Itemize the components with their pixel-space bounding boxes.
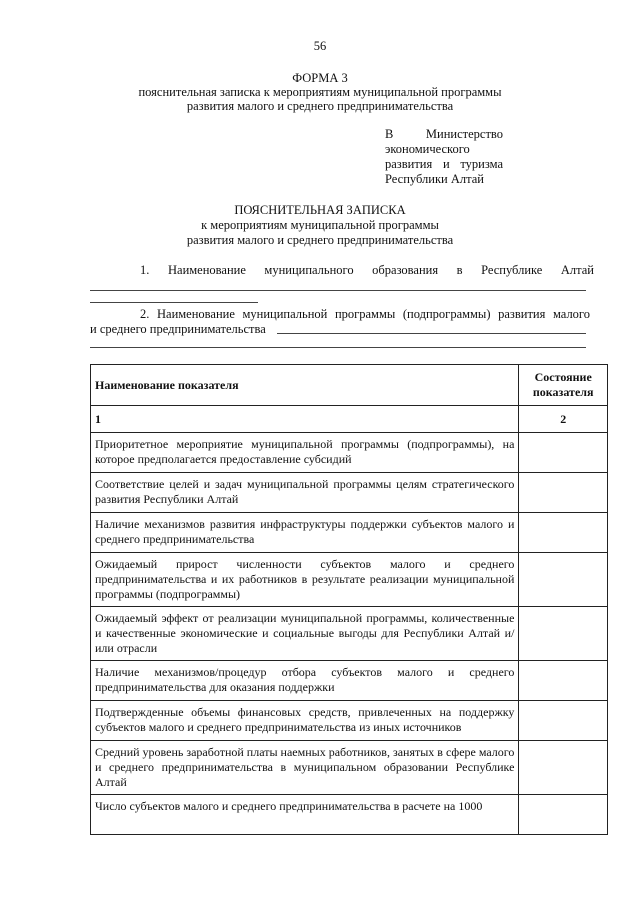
table-row bbox=[91, 661, 608, 701]
addressee-line3-word2: и bbox=[442, 157, 450, 171]
indicator-value[interactable] bbox=[519, 433, 608, 473]
indicator-name: Число субъектов малого и среднего предпринимательства в расчете на 1000 bbox=[91, 795, 519, 835]
addressee-line2: экономического bbox=[385, 142, 470, 156]
page-number: 56 bbox=[313, 39, 327, 53]
table-numbering-row bbox=[91, 406, 608, 433]
numbering-col1: 1 bbox=[91, 406, 519, 433]
addressee-line3-word3: туризма bbox=[460, 157, 503, 171]
addressee-prefix: В bbox=[385, 127, 394, 141]
indicator-name: Ожидаемый прирост численности субъектов малого и среднего предпринимательства и их работников в результате реализации муниципальной программы (подпрограммы) bbox=[91, 553, 519, 607]
indicator-name: Подтвержденные объемы финансовых средств, привлеченных на поддержку субъектов малого и среднего предпринимательства из иных источников bbox=[91, 701, 519, 741]
indicator-name: Средний уровень заработной платы наемных работников, занятых в сфере малого и среднего предпринимательства в муниципальном образовании Республике Алтай bbox=[91, 741, 519, 795]
table-header-row bbox=[91, 365, 608, 406]
header-indicator-name: Наименование показателя bbox=[91, 365, 519, 406]
item1-text: Наименование муниципального образования в Республике Алтай bbox=[168, 263, 594, 277]
table-row bbox=[91, 795, 608, 835]
numbering-col2: 2 bbox=[519, 406, 608, 433]
indicator-name: Наличие механизмов/процедур отбора субъектов малого и среднего предпринимательства для оказания поддержки bbox=[91, 661, 519, 701]
table-row bbox=[91, 701, 608, 741]
table-row bbox=[91, 553, 608, 607]
indicator-value[interactable] bbox=[519, 701, 608, 741]
heading-line3: развития малого и среднего предпринимательства bbox=[186, 233, 454, 247]
item2-fill-line-2[interactable] bbox=[90, 347, 586, 348]
table-row bbox=[91, 473, 608, 513]
indicator-value[interactable] bbox=[519, 553, 608, 607]
item2-line1: 2. Наименование муниципальной программы (подпрограммы) развития малого bbox=[140, 307, 590, 321]
item1-fill-line[interactable] bbox=[90, 290, 586, 291]
addressee-line3-word1: развития bbox=[385, 157, 433, 171]
form-subtitle-line1: пояснительная записка к мероприятиям муниципальной программы bbox=[138, 85, 502, 99]
table-row bbox=[91, 741, 608, 795]
indicator-value[interactable] bbox=[519, 741, 608, 795]
indicators-table bbox=[90, 364, 608, 835]
indicator-value[interactable] bbox=[519, 661, 608, 701]
document-heading: ПОЯСНИТЕЛЬНАЯ ЗАПИСКА bbox=[234, 203, 406, 217]
form-title: ФОРМА 3 bbox=[292, 71, 348, 85]
addressee-ministry: Министерство bbox=[425, 127, 503, 141]
indicator-value[interactable] bbox=[519, 473, 608, 513]
indicator-name: Приоритетное мероприятие муниципальной программы (подпрограммы), на которое предполагается предоставление субсидий bbox=[91, 433, 519, 473]
indicator-value[interactable] bbox=[519, 607, 608, 661]
indicator-name: Наличие механизмов развития инфраструктуры поддержки субъектов малого и среднего предпринимательства bbox=[91, 513, 519, 553]
addressee-line4: Республики Алтай bbox=[385, 172, 484, 186]
heading-line2: к мероприятиям муниципальной программы bbox=[201, 218, 439, 232]
indicator-name: Ожидаемый эффект от реализации муниципальной программы, количественные и качественные экономические и социальные выгоды для Республики Алтай и/или отрасли bbox=[91, 607, 519, 661]
item1-row bbox=[140, 262, 594, 278]
indicator-name: Соответствие целей и задач муниципальной программы целям стратегического развития Республики Алтай bbox=[91, 473, 519, 513]
table-row bbox=[91, 607, 608, 661]
item2-fill-line[interactable] bbox=[277, 333, 586, 334]
table-row bbox=[91, 513, 608, 553]
form-subtitle-line2: развития малого и среднего предпринимательства bbox=[186, 99, 454, 113]
indicator-value[interactable] bbox=[519, 795, 608, 835]
table-row bbox=[91, 433, 608, 473]
item1-number: 1. bbox=[140, 263, 150, 277]
item2-line2: и среднего предпринимательства bbox=[90, 322, 266, 336]
header-indicator-state: Состояние показателя bbox=[519, 365, 608, 406]
item1-fill-line-2[interactable] bbox=[90, 302, 258, 303]
indicator-value[interactable] bbox=[519, 513, 608, 553]
addressee-block bbox=[385, 127, 503, 187]
